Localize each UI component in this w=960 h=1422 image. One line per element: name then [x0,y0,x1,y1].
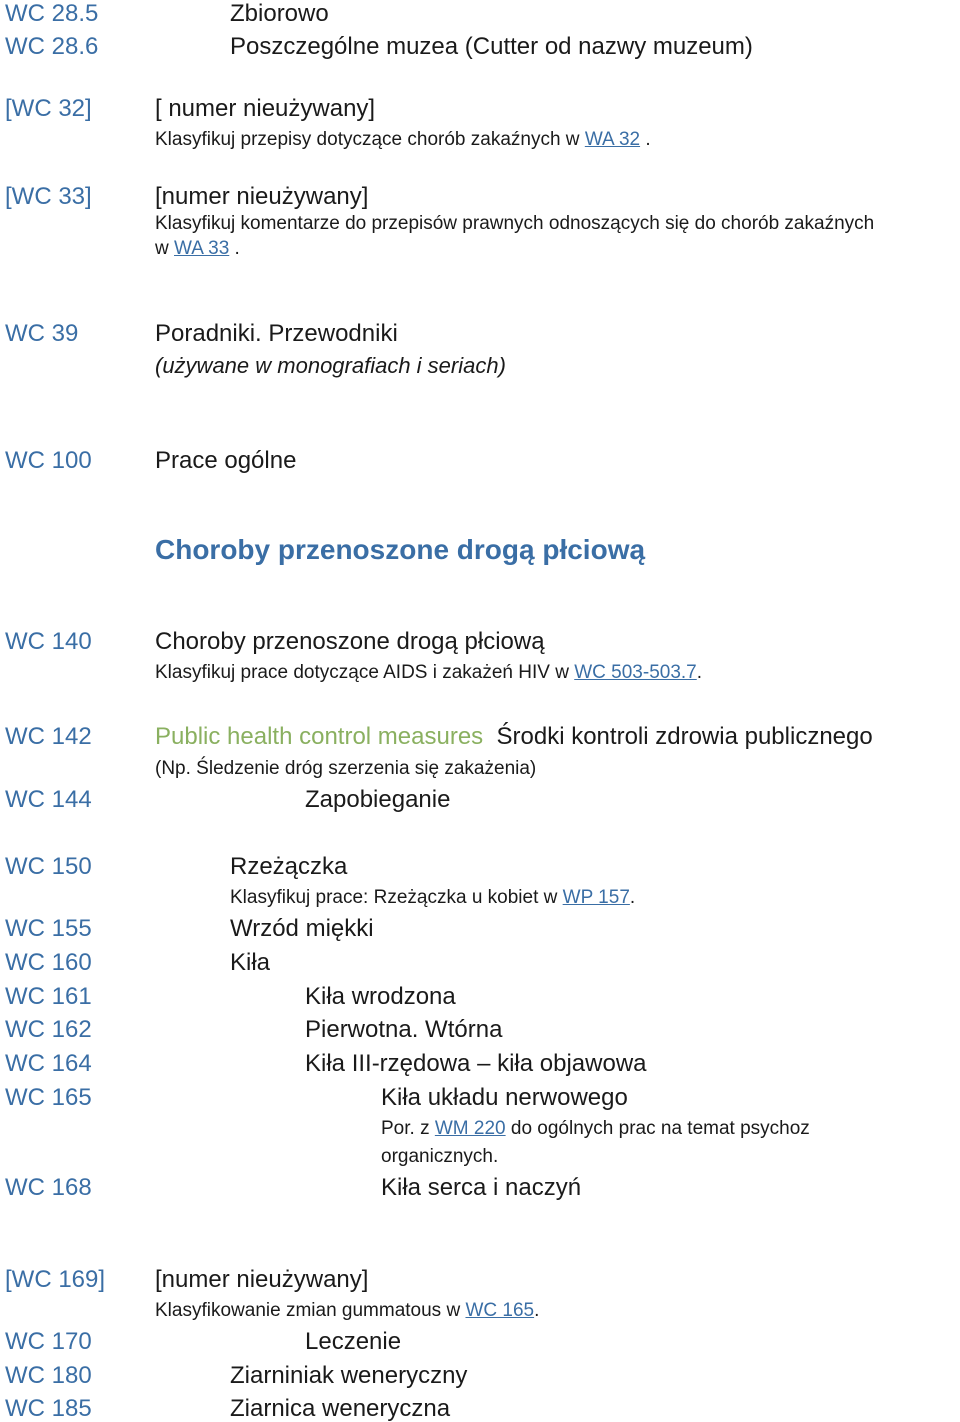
class-note: organicznych. [381,1146,499,1167]
class-code: [WC 33] [5,183,92,210]
cross-reference-link[interactable]: WA 33 [174,238,230,259]
class-title: [numer nieużywany] [155,183,369,210]
class-title: Kiła III-rzędowa – kiła objawowa [305,1050,647,1077]
class-code: WC 185 [5,1395,92,1422]
class-code: [WC 169] [5,1266,106,1293]
class-code: WC 180 [5,1362,92,1389]
class-title: Zapobieganie [305,786,451,813]
class-note: Klasyfikuj przepisy dotyczące chorób zakaźnych w WA 32 . [155,129,651,150]
class-code: WC 168 [5,1174,92,1201]
class-title: Ziarniniak weneryczny [230,1362,468,1389]
class-code: [WC 32] [5,95,92,122]
class-title: Choroby przenoszone drogą płciową [155,628,545,655]
class-code: WC 39 [5,320,79,347]
class-title: Ziarnica weneryczna [230,1395,451,1422]
class-title: [ numer nieużywany] [155,95,376,122]
class-code: WC 142 [5,723,92,750]
class-title: Poradniki. Przewodniki [155,320,398,347]
class-title: Public health control measures Środki kontroli zdrowia publicznego [155,723,873,750]
class-note: Klasyfikuj prace dotyczące AIDS i zakażeń HIV w WC 503-503.7. [155,662,703,683]
cross-reference-link[interactable]: WA 32 [584,129,641,150]
class-title: Rzeżączka [230,853,348,880]
class-code: WC 160 [5,949,92,976]
class-code: WC 165 [5,1084,92,1111]
class-title: Zbiorowo [230,0,329,27]
class-code: WC 140 [5,628,92,655]
section-heading: Choroby przenoszone drogą płciową [155,534,646,565]
class-note: (Np. Śledzenie dróg szerzenia się zakażenia) [155,758,537,779]
class-title: Kiła [230,949,271,976]
class-code: WC 161 [5,983,92,1010]
class-note: w WA 33 . [155,238,240,259]
cross-reference-link[interactable]: WM 220 [434,1118,506,1139]
class-title: Kiła układu nerwowego [381,1084,628,1111]
english-title: Public health control measures [155,723,484,750]
cross-reference-link[interactable]: WC 503-503.7 [574,662,697,683]
class-code: WC 144 [5,786,92,813]
class-title: Pierwotna. Wtórna [305,1016,503,1043]
class-title: Prace ogólne [155,447,297,474]
class-code: WC 164 [5,1050,92,1077]
class-code: WC 28.5 [5,0,99,27]
class-code: WC 155 [5,915,92,942]
class-note: Klasyfikuj prace: Rzeżączka u kobiet w WP 157. [230,887,636,908]
class-code: WC 150 [5,853,92,880]
class-title: Leczenie [305,1328,402,1355]
class-code: WC 28.6 [5,33,99,60]
class-code: WC 100 [5,447,92,474]
class-title: [numer nieużywany] [155,1266,369,1293]
class-note: Klasyfikuj komentarze do przepisów prawnych odnoszących się do chorób zakaźnych [155,213,875,234]
class-code: WC 170 [5,1328,92,1355]
class-note: Klasyfikowanie zmian gummatous w WC 165. [155,1300,540,1321]
class-title: Wrzód miękki [230,915,374,942]
class-title: Kiła serca i naczyń [381,1174,582,1201]
class-code: WC 162 [5,1016,92,1043]
cross-reference-link[interactable]: WC 165 [465,1300,535,1321]
class-note: Por. z WM 220 do ogólnych prac na temat psychoz [381,1118,810,1139]
class-note: (używane w monografiach i seriach) [155,353,506,378]
class-title: Kiła wrodzona [305,983,456,1010]
class-title: Poszczególne muzea (Cutter od nazwy muzeum) [230,33,753,60]
cross-reference-link[interactable]: WP 157 [562,887,630,908]
